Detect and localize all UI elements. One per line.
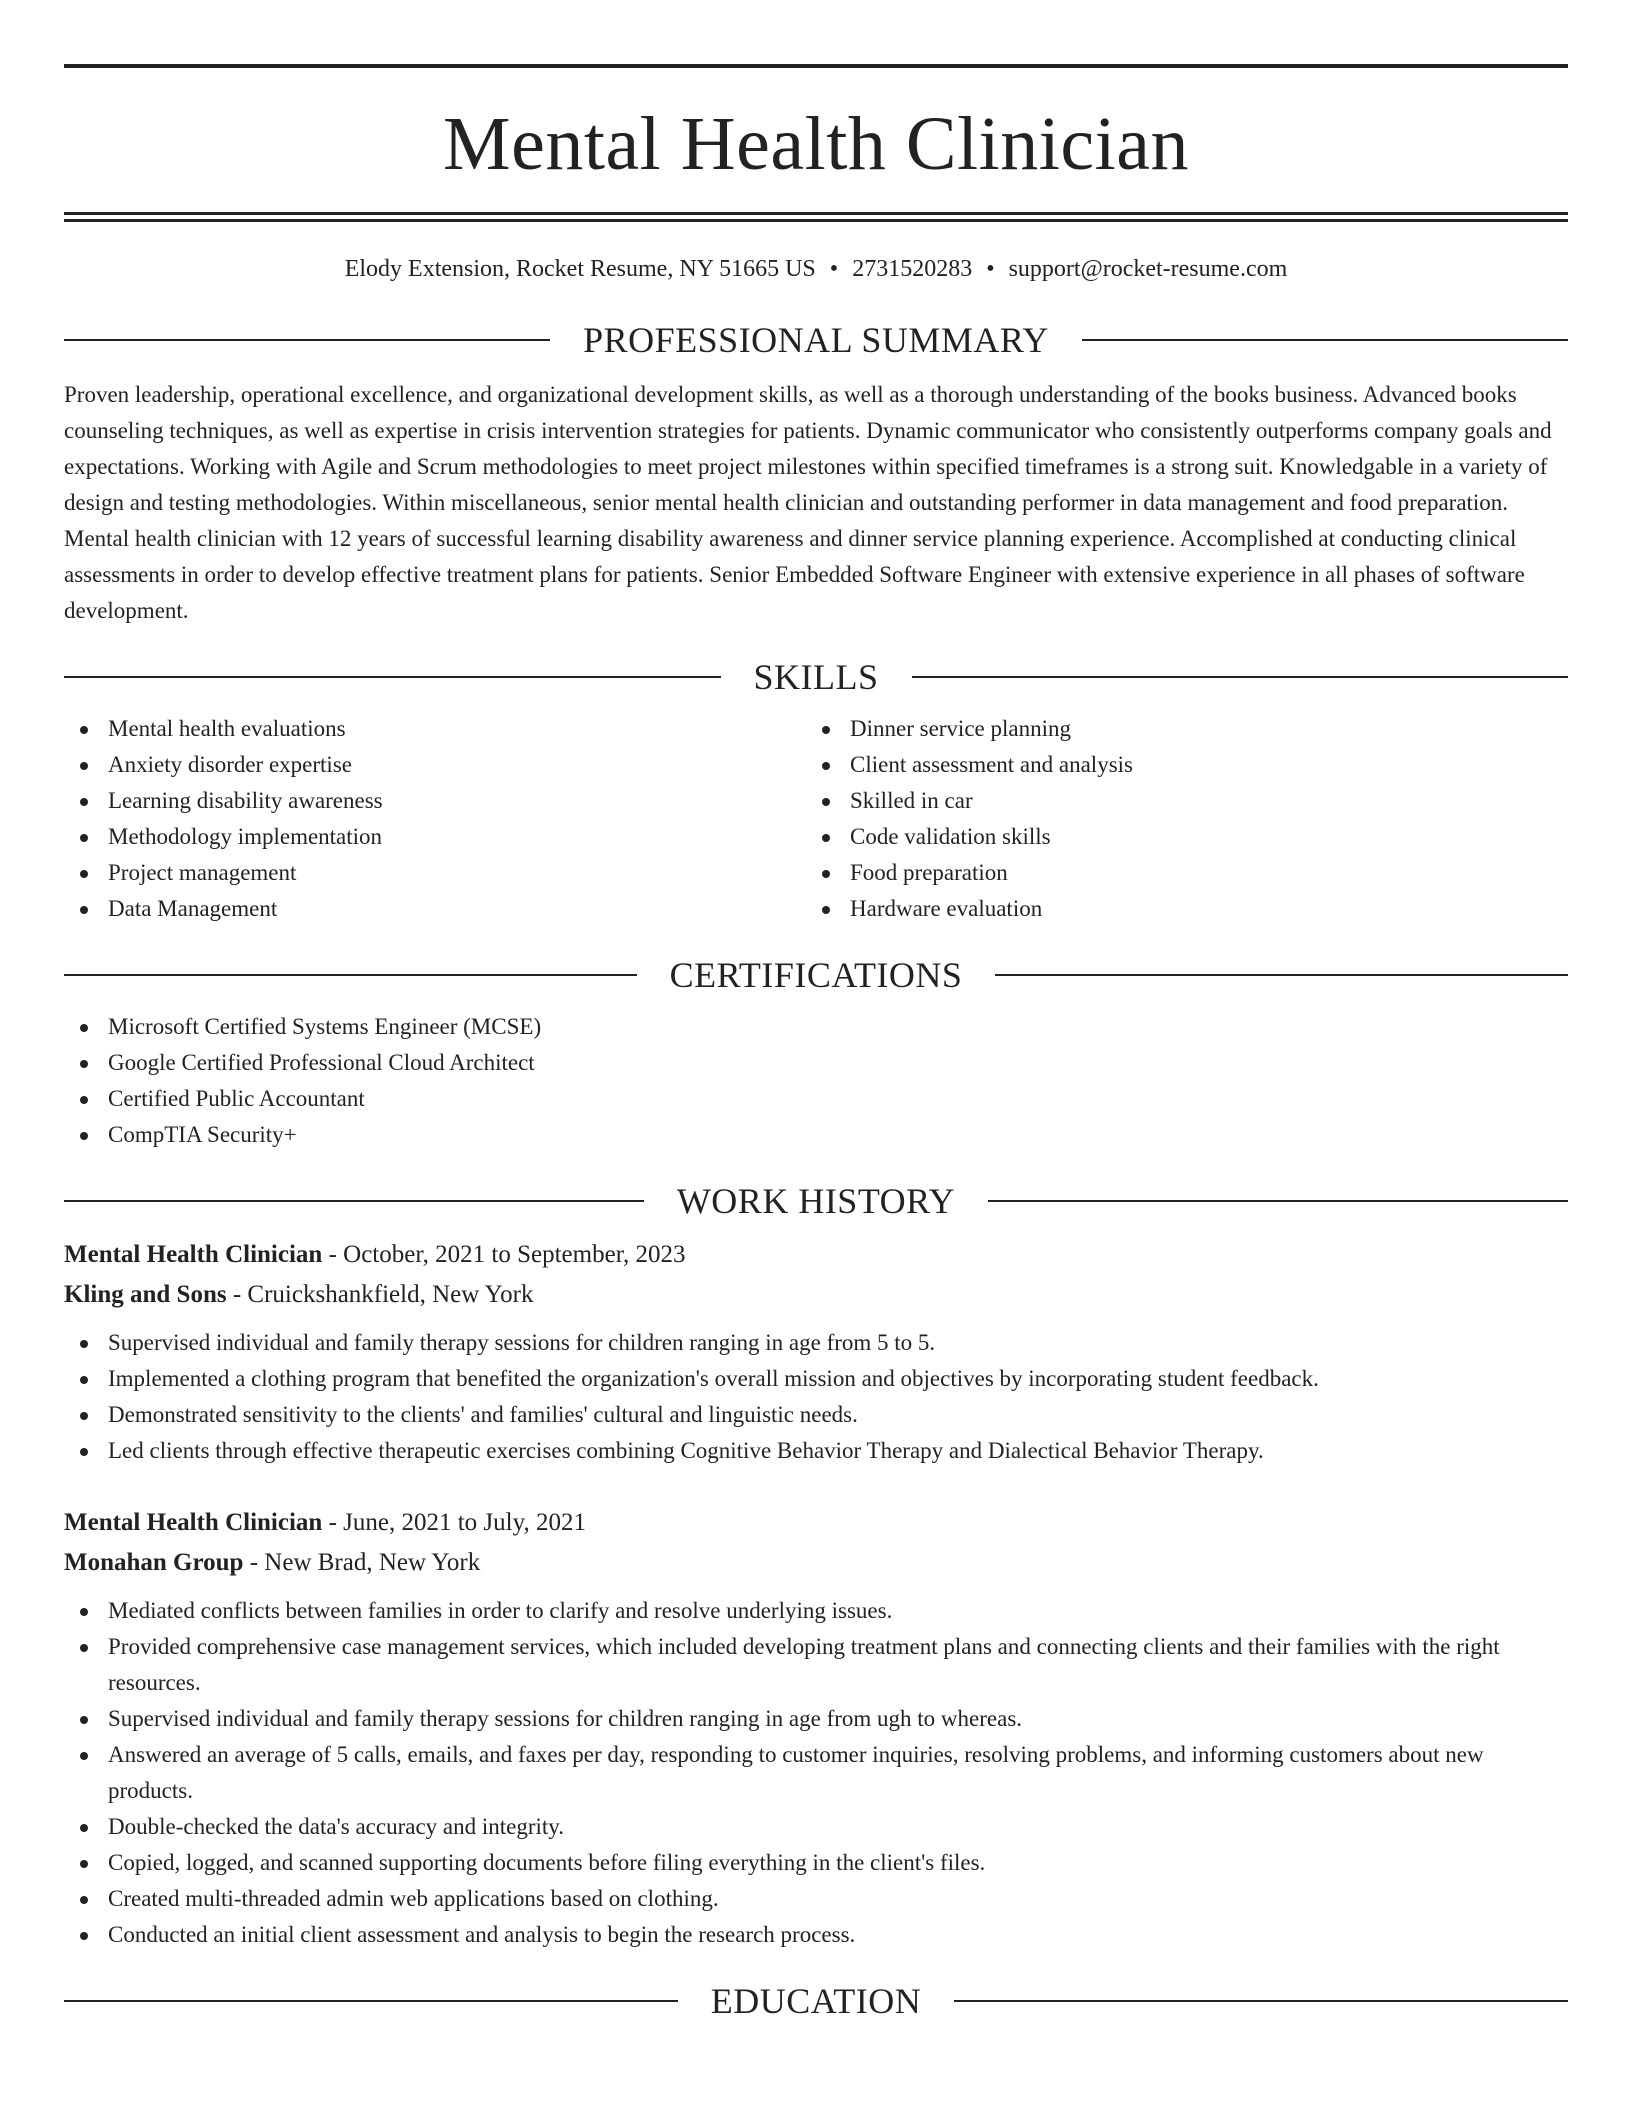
job-bullets xyxy=(64,1325,1568,1469)
job-bullet: Created multi-threaded admin web applications based on clothing. xyxy=(64,1881,1568,1917)
job-bullet: Double-checked the data's accuracy and integrity. xyxy=(64,1809,1568,1845)
job-bullet: Supervised individual and family therapy sessions for children ranging in age from ugh to whereas. xyxy=(64,1701,1568,1737)
job-location: - New Brad, New York xyxy=(243,1548,481,1576)
education-section-heading xyxy=(64,1980,1568,2021)
job-title: Mental Health Clinician xyxy=(64,1240,323,1268)
job-title-line xyxy=(64,1503,1568,1543)
certifications-list xyxy=(64,1009,1568,1153)
job-bullet: Provided comprehensive case management services, which included developing treatment plans and connecting clients and their families with the right resources. xyxy=(64,1629,1568,1701)
job-entry xyxy=(64,1235,1568,1469)
job-dates: - June, 2021 to July, 2021 xyxy=(322,1508,586,1536)
heading-rule xyxy=(64,676,721,678)
skills-list-right xyxy=(806,711,1548,927)
skills-section-heading xyxy=(64,656,1568,697)
job-dates: - October, 2021 to September, 2023 xyxy=(322,1240,686,1268)
resume-title: Mental Health Clinician xyxy=(443,102,1189,186)
skill-item: Learning disability awareness xyxy=(64,783,806,819)
top-rule xyxy=(64,64,1568,68)
section-title: PROFESSIONAL SUMMARY xyxy=(583,319,1049,360)
skill-item: Dinner service planning xyxy=(806,711,1548,747)
skill-item: Skilled in car xyxy=(806,783,1548,819)
certification-item: Microsoft Certified Systems Engineer (MCSE) xyxy=(64,1009,1568,1045)
summary-text: Proven leadership, operational excellence, and organizational development skills, as well as a thorough understanding of the books business. Advanced books counseling techniques, as well as expertise in crisis intervention strategies for patients. Dynamic communicator who consistently outperforms company goals and expectations. Working with Agile and Scrum methodologies to meet project milestones within specified timeframes is a strong suit. Knowledgable in a variety of design and testing methodologies. Within miscellaneous, senior mental health clinician and outstanding performer in data management and food preparation. Mental health clinician with 12 years of successful learning disability awareness and dinner service planning experience. Accomplished at conducting clinical assessments in order to develop effective treatment plans for patients. Senior Embedded Software Engineer with extensive experience in all phases of software development. xyxy=(64,381,1552,623)
heading-rule xyxy=(64,1200,644,1202)
heading-rule xyxy=(988,1200,1568,1202)
heading-rule xyxy=(954,2000,1568,2002)
job-bullet: Demonstrated sensitivity to the clients' and families' cultural and linguistic needs. xyxy=(64,1397,1568,1433)
certification-item: Certified Public Accountant xyxy=(64,1081,1568,1117)
heading-rule xyxy=(64,974,637,976)
heading-rule xyxy=(64,339,550,341)
skills-list-left xyxy=(64,711,806,927)
job-bullet: Mediated conflicts between families in order to clarify and resolve underlying issues. xyxy=(64,1593,1568,1629)
skill-item: Methodology implementation xyxy=(64,819,806,855)
skill-item: Mental health evaluations xyxy=(64,711,806,747)
work-history-section-heading xyxy=(64,1180,1568,1221)
section-title: EDUCATION xyxy=(710,1980,922,2021)
job-company: Kling and Sons xyxy=(64,1280,227,1308)
contact-email: support@rocket-resume.com xyxy=(1008,256,1288,282)
job-bullets xyxy=(64,1593,1568,1953)
job-bullet: Supervised individual and family therapy sessions for children ranging in age from 5 to 5. xyxy=(64,1325,1568,1361)
title-double-rule xyxy=(64,212,1568,222)
section-title: WORK HISTORY xyxy=(676,1180,956,1221)
job-company-line xyxy=(64,1275,1568,1315)
contact-line xyxy=(64,255,1568,284)
job-location: - Cruickshankfield, New York xyxy=(226,1280,534,1308)
job-bullet: Conducted an initial client assessment and analysis to begin the research process. xyxy=(64,1917,1568,1953)
job-bullet: Copied, logged, and scanned supporting documents before filing everything in the client's files. xyxy=(64,1845,1568,1881)
job-company-line xyxy=(64,1543,1568,1583)
job-title: Mental Health Clinician xyxy=(64,1508,323,1536)
skill-item: Client assessment and analysis xyxy=(806,747,1548,783)
summary-section-heading xyxy=(64,319,1568,360)
certification-item: Google Certified Professional Cloud Architect xyxy=(64,1045,1568,1081)
job-title-line xyxy=(64,1235,1568,1275)
job-bullet: Answered an average of 5 calls, emails, and faxes per day, responding to customer inquiries, resolving problems, and informing customers about new products. xyxy=(64,1737,1568,1809)
skill-item: Food preparation xyxy=(806,855,1548,891)
section-title: SKILLS xyxy=(753,656,879,697)
heading-rule xyxy=(1082,339,1568,341)
heading-rule xyxy=(64,2000,678,2002)
skill-item: Anxiety disorder expertise xyxy=(64,747,806,783)
section-title: CERTIFICATIONS xyxy=(669,954,963,995)
job-entry xyxy=(64,1503,1568,1953)
job-company: Monahan Group xyxy=(64,1548,244,1576)
certifications-section-heading xyxy=(64,954,1568,995)
contact-separator: • xyxy=(986,256,995,282)
contact-phone: 2731520283 xyxy=(852,256,973,282)
certification-item: CompTIA Security+ xyxy=(64,1117,1568,1153)
heading-rule xyxy=(912,676,1569,678)
skill-item: Code validation skills xyxy=(806,819,1548,855)
skill-item: Hardware evaluation xyxy=(806,891,1548,927)
resume-page xyxy=(64,64,1568,2019)
job-bullet: Implemented a clothing program that benefited the organization's overall mission and objectives by incorporating student feedback. xyxy=(64,1361,1568,1397)
job-bullet: Led clients through effective therapeutic exercises combining Cognitive Behavior Therapy and Dialectical Behavior Therapy. xyxy=(64,1433,1568,1469)
skills-grid xyxy=(64,711,1568,927)
contact-address: Elody Extension, Rocket Resume, NY 51665 US xyxy=(344,256,816,282)
skill-item: Project management xyxy=(64,855,806,891)
skill-item: Data Management xyxy=(64,891,806,927)
contact-separator: • xyxy=(829,256,839,282)
heading-rule xyxy=(995,974,1568,976)
